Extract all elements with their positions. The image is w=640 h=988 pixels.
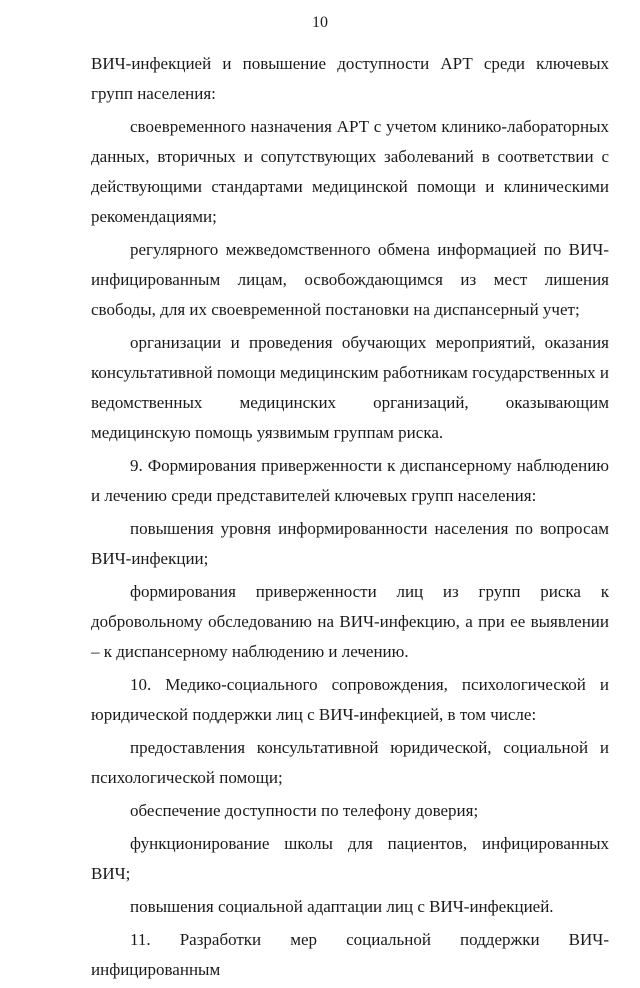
paragraph: регулярного межведомственного обмена информацией по ВИЧ-инфицированным лицам, освобождающимся из мест лишения свободы, для их своевременной постановки на диспансерный учет;: [91, 240, 609, 319]
paragraph: повышения уровня информированности населения по вопросам ВИЧ-инфекции;: [91, 519, 609, 568]
paragraph: своевременного назначения АРТ с учетом клинико-лабораторных данных, вторичных и сопутствующих заболеваний в соответствии с действующими стандартами медицинской помощи и клиническими рекомендациями;: [91, 117, 609, 226]
paragraph: предоставления консультативной юридической, социальной и психологической помощи;: [91, 738, 609, 787]
paragraph: 11. Разработки мер социальной поддержки ВИЧ-инфицированным: [91, 930, 609, 979]
page-number: 10: [312, 14, 328, 31]
paragraph: 10. Медико-социального сопровождения, психологической и юридической поддержки лиц с ВИЧ-инфекцией, в том числе:: [91, 675, 609, 724]
paragraph: формирования приверженности лиц из групп риска к добровольному обследованию на ВИЧ-инфекцию, а при ее выявлении – к диспансерному наблюдению и лечению.: [91, 582, 609, 661]
paragraph: повышения социальной адаптации лиц с ВИЧ-инфекцией.: [130, 897, 554, 916]
paragraph: 9. Формирования приверженности к диспансерному наблюдению и лечению среди представителей ключевых групп населения:: [91, 456, 609, 505]
paragraph: функционирование школы для пациентов, инфицированных ВИЧ;: [91, 834, 609, 883]
paragraph: обеспечение доступности по телефону доверия;: [130, 801, 479, 820]
paragraph: организации и проведения обучающих мероприятий, оказания консультативной помощи медицинским работникам государственных и ведомственных медицинских организаций, оказывающим медицинскую помощь уязвимым группам риска.: [91, 333, 609, 442]
document-body: [91, 49, 609, 988]
paragraph: ВИЧ-инфекцией и повышение доступности АРТ среди ключевых групп населения:: [91, 54, 609, 103]
